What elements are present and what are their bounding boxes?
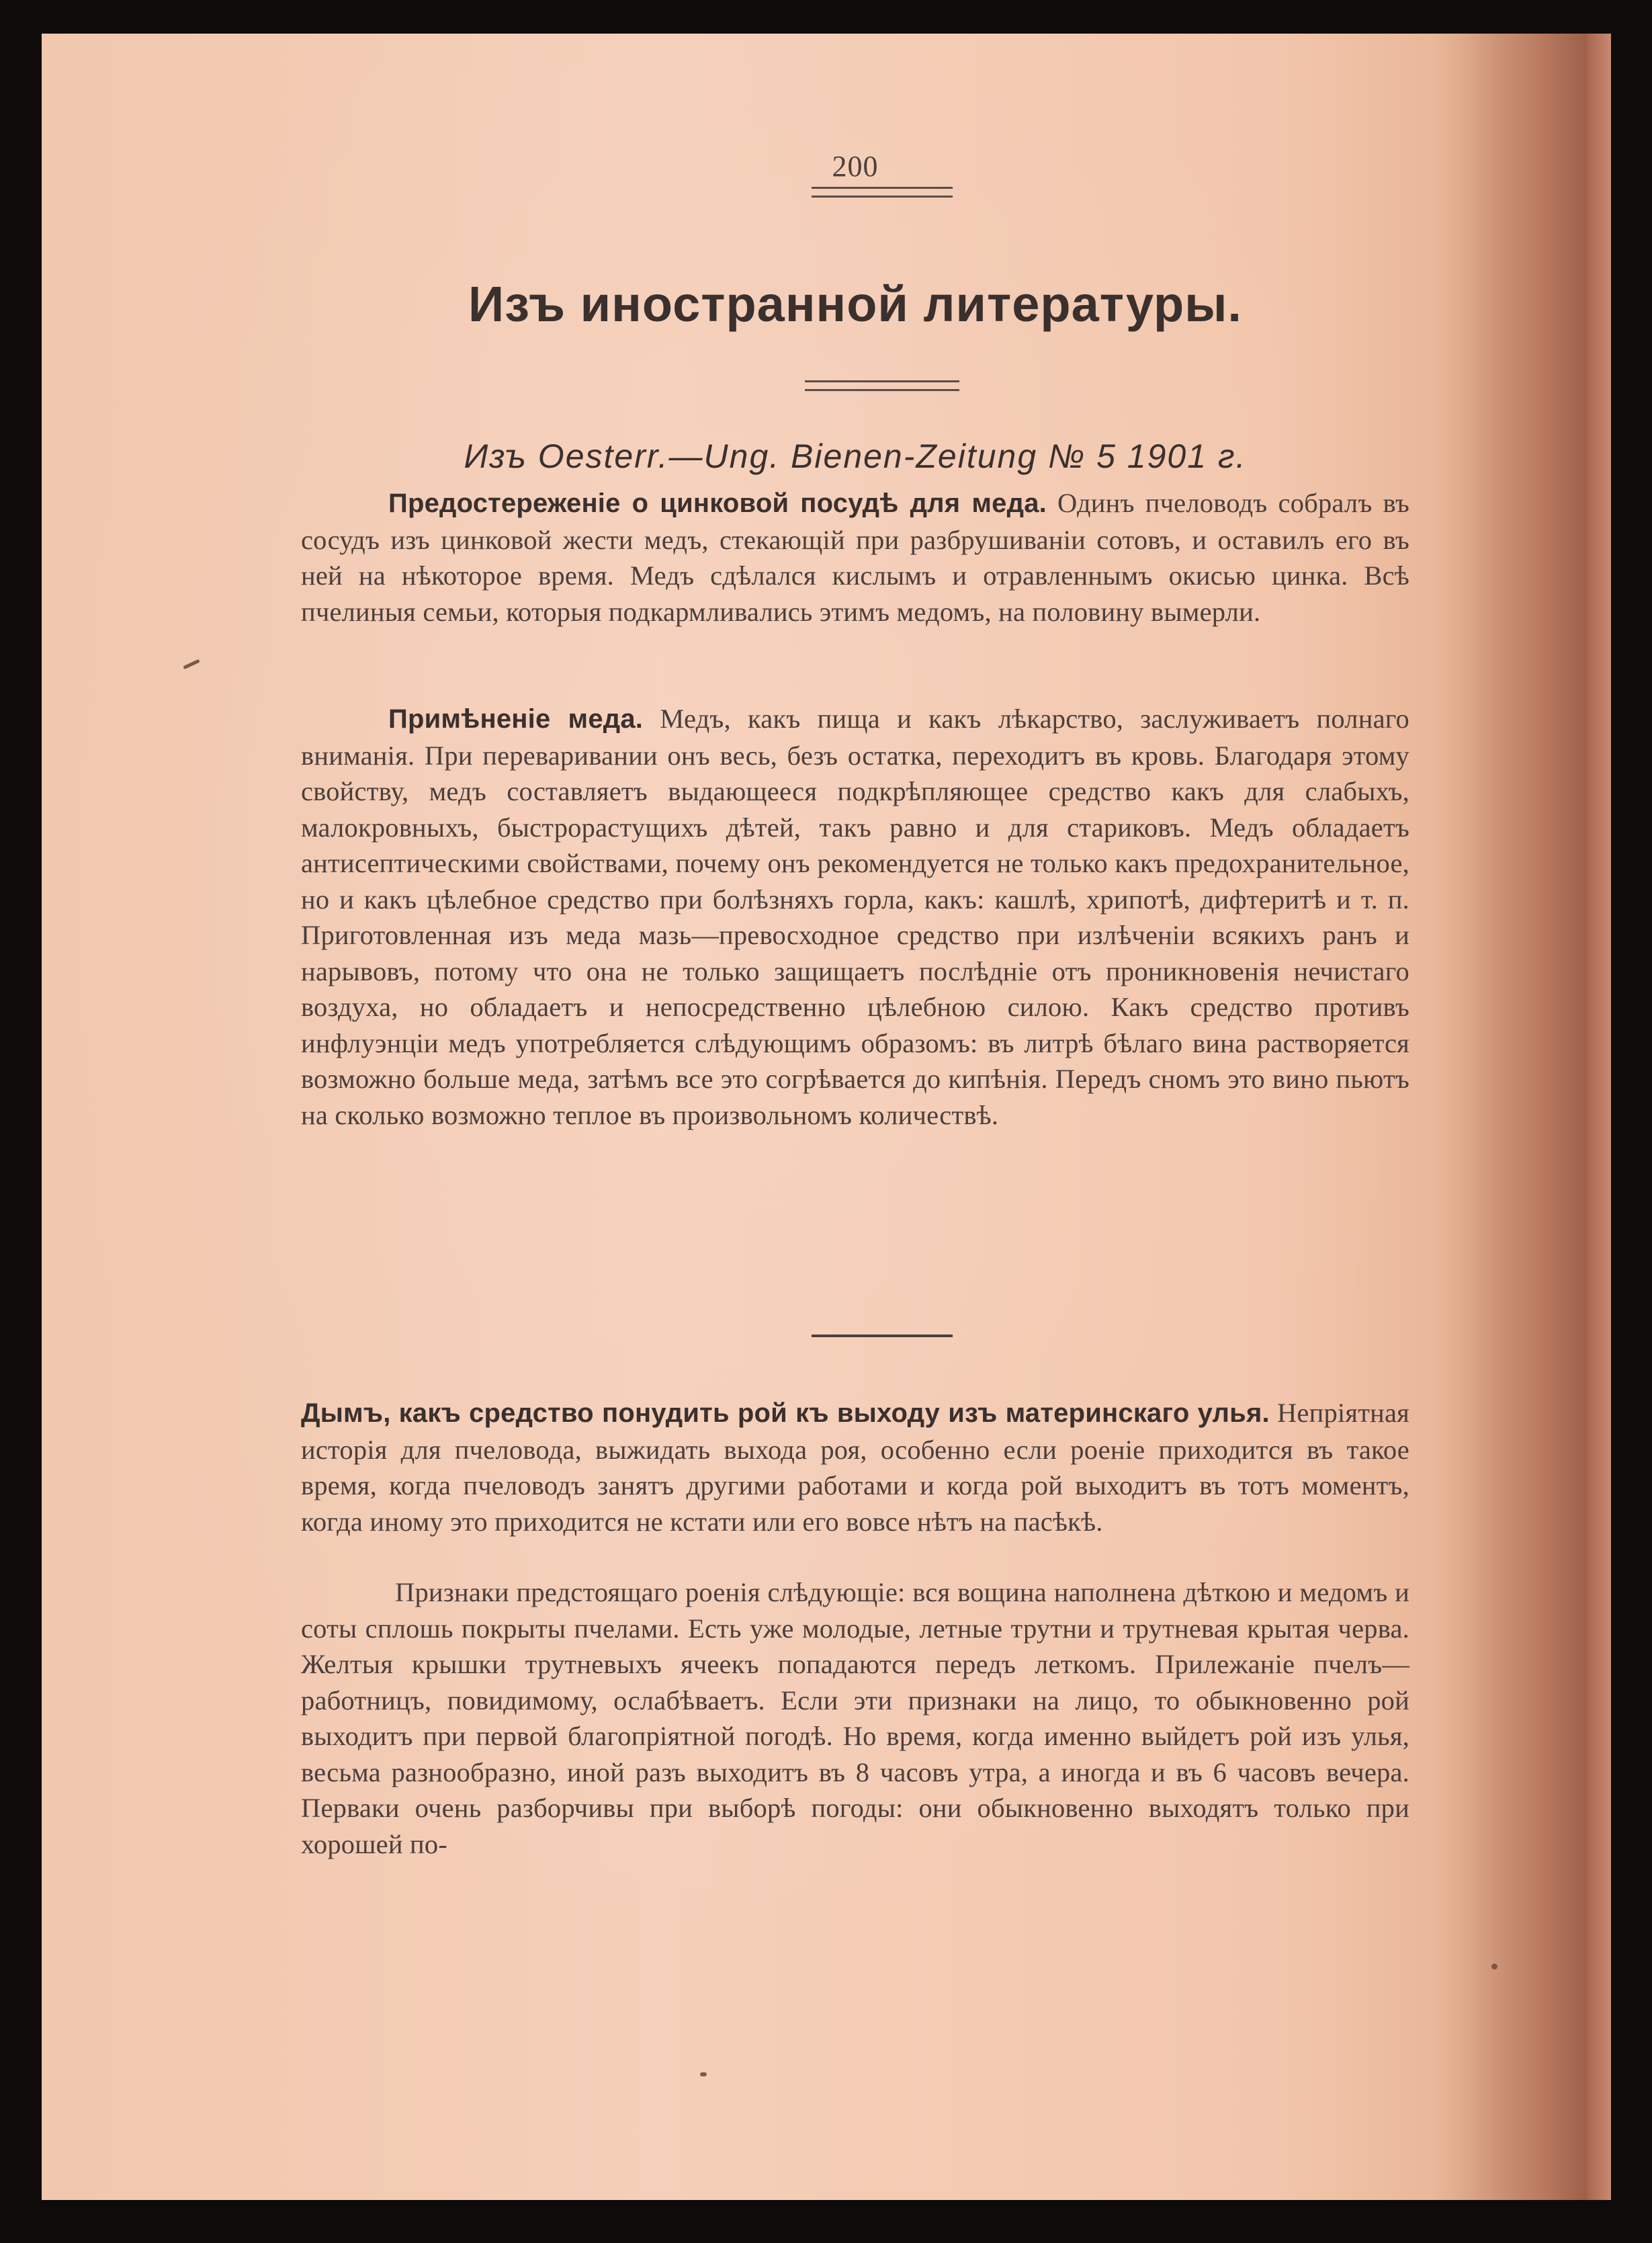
page-speck — [700, 2072, 707, 2076]
source-citation: Изъ Oesterr.—Ung. Bienen-Zeitung № 5 1901 г. — [464, 437, 1247, 475]
article-honey-use — [301, 701, 1409, 1133]
scanned-page-frame — [42, 34, 1611, 2200]
article-heading: Предостереженіе о цинковой посудѣ для меда. — [388, 489, 1047, 518]
section-title: Изъ иностранной литературы. — [468, 276, 1242, 332]
article-heading: Примѣненіе меда. — [388, 704, 644, 734]
book-page — [42, 34, 1587, 2200]
article-zinc-warning — [301, 485, 1409, 630]
page-number: 200 — [832, 150, 879, 183]
article-body: Признаки предстоящаго роенія слѣдующіе: вся вощина наполнена дѣткою и медомъ и соты сплошь покрыты пчелами. Есть уже молодые, летные трутни и трутневая крытая черва. Желтыя крышки трутневыхъ ячеекъ попадаются передъ леткомъ. Прилежаніе пчелъ—работницъ, повидимому, ослабѣваетъ. Если эти признаки на лицо, то обыкновенно рой выходитъ при первой благопріятной погодѣ. Но время, когда именно выйдетъ рой изъ улья, весьма разнообразно, иной разъ выходитъ въ 8 часовъ утра, а иногда и въ 6 часовъ вечера. Перваки очень разборчивы при выборѣ погоды: они обыкновенно выходятъ только при хорошей по- — [301, 1577, 1409, 1859]
article-body: Непріятная исторія для пчеловода, выжидать выхода роя, особенно если роеніе приходится въ такое время, когда пчеловодъ занятъ другими работами и когда рой выходитъ въ тотъ моментъ, когда иному это приходится не кстати или его вовсе нѣтъ на пасѣкѣ. — [301, 1398, 1409, 1537]
title-rule — [805, 380, 959, 391]
article-smoke-swarm — [301, 1395, 1409, 1539]
article-separator — [812, 1335, 953, 1337]
article-swarm-signs — [301, 1574, 1409, 1862]
article-heading: Дымъ, какъ средство понудить рой къ выходу изъ материнскаго улья. — [301, 1398, 1270, 1428]
adjacent-page-edge — [1587, 34, 1611, 2200]
margin-pencil-mark — [183, 659, 200, 670]
article-body: Медъ, какъ пища и какъ лѣкарство, заслуживаетъ полнаго вниманія. При переваривании онъ весь, безъ остатка, переходитъ въ кровь. Благодаря этому свойству, медъ составляетъ выдающееся подкрѣпляющее средство какъ для слабыхъ, малокровныхъ, быстрорастущихъ дѣтей, такъ равно и для стариковъ. Медъ обладаетъ антисептическими свойствами, почему онъ рекомендуется не только какъ предохранительное, но и какъ цѣлебное средство при болѣзняхъ горла, какъ: кашлѣ, хрипотѣ, дифтеритѣ и т. п. Приготовленная изъ меда мазь—превосходное средство при излѣченіи всякихъ ранъ и нарывовъ, потому что она не только защищаетъ послѣдніе отъ проникновенія нечистаго воздуха, но обладаетъ и непосредственно цѣлебною силою. Какъ средство противъ инфлуэнціи медъ употребляется слѣдующимъ образомъ: въ литрѣ бѣлаго вина растворяется возможно больше меда, затѣмъ все это согрѣвается до кипѣнія. Передъ сномъ это вино пьютъ на сколько возможно теплое въ произвольномъ количествѣ. — [301, 704, 1410, 1130]
page-number-rule — [812, 187, 953, 198]
article-body: Одинъ пчеловодъ собралъ въ сосудъ изъ цинковой жести медъ, стекающій при разбрушиваніи сотовъ, и оставилъ его въ ней на нѣкоторое время. Медъ сдѣлался кислымъ и отравленнымъ окисью цинка. Всѣ пчелиныя семьи, которыя подкармливались этимъ медомъ, на половину вымерли. — [301, 488, 1409, 627]
binding-shadow — [1432, 34, 1611, 2200]
